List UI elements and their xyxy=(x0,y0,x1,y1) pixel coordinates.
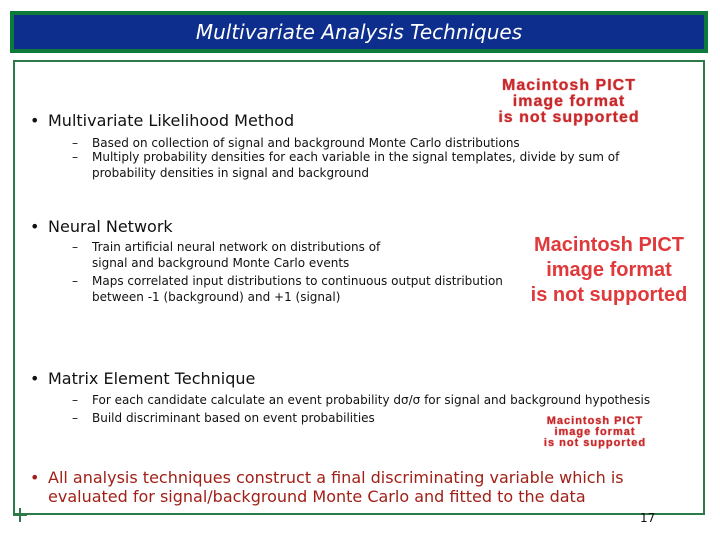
conclusion-text: All analysis techniques construct a final discriminating variable which is evaluated for signal/background Monte Carlo and fitted to the data xyxy=(48,468,624,506)
pict-line: image format xyxy=(554,426,636,438)
pict-line: Macintosh PICT xyxy=(533,234,684,256)
sub-item-text: Multiply probability densities for each variable in the signal templates, divide by sum of probability densities in signal and background xyxy=(92,150,620,180)
sub-item xyxy=(72,149,662,181)
sub-item-text: Train artificial neural network on distributions of signal and background Monte Carlo events xyxy=(92,240,381,270)
sub-item xyxy=(72,239,412,271)
sub-item xyxy=(72,273,526,305)
pict-placeholder-2 xyxy=(524,233,694,308)
dash-marker: – xyxy=(72,240,78,254)
bullet-heading: Multivariate Likelihood Method xyxy=(48,111,295,130)
dash-marker: – xyxy=(72,393,78,407)
sub-item xyxy=(72,392,692,408)
corner-tick xyxy=(13,514,27,516)
slide-title: Multivariate Analysis Techniques xyxy=(195,20,523,44)
title-panel xyxy=(14,15,704,49)
page-number: 17 xyxy=(640,511,656,525)
pict-line: Macintosh PICT xyxy=(546,415,644,427)
dash-marker: – xyxy=(72,274,78,288)
pict-line: is not supported xyxy=(543,437,647,449)
pict-line: is not supported xyxy=(498,109,640,126)
pict-line: is not supported xyxy=(530,284,688,306)
sub-item-text: Build discriminant based on event probabilities xyxy=(92,411,375,425)
bullet-marker: • xyxy=(30,217,40,236)
sub-item-text: Based on collection of signal and background Monte Carlo distributions xyxy=(92,136,520,150)
pict-placeholder-3 xyxy=(510,416,680,449)
pict-placeholder-1 xyxy=(452,78,686,126)
pict-line: image format xyxy=(546,259,672,281)
bullet-likelihood xyxy=(14,111,434,130)
dash-marker: – xyxy=(72,136,78,150)
bullet-conclusion xyxy=(14,468,654,506)
title-bar xyxy=(10,11,708,53)
bullet-heading: Matrix Element Technique xyxy=(48,369,256,388)
pict-line: Macintosh PICT xyxy=(501,77,636,94)
bullet-neural-network xyxy=(14,217,434,236)
dash-marker: – xyxy=(72,150,78,164)
dash-marker: – xyxy=(72,411,78,425)
sub-item-text: For each candidate calculate an event probability dσ/σ for signal and background hypothesis xyxy=(92,393,651,407)
bullet-marker: • xyxy=(30,111,40,130)
bullet-marker: • xyxy=(30,468,40,487)
bullet-marker: • xyxy=(30,369,40,388)
bullet-matrix-element xyxy=(14,369,434,388)
bullet-heading: Neural Network xyxy=(48,217,173,236)
pict-line: image format xyxy=(512,93,626,110)
sub-item-text: Maps correlated input distributions to continuous output distribution between -1 (background) and +1 (signal) xyxy=(92,274,503,304)
